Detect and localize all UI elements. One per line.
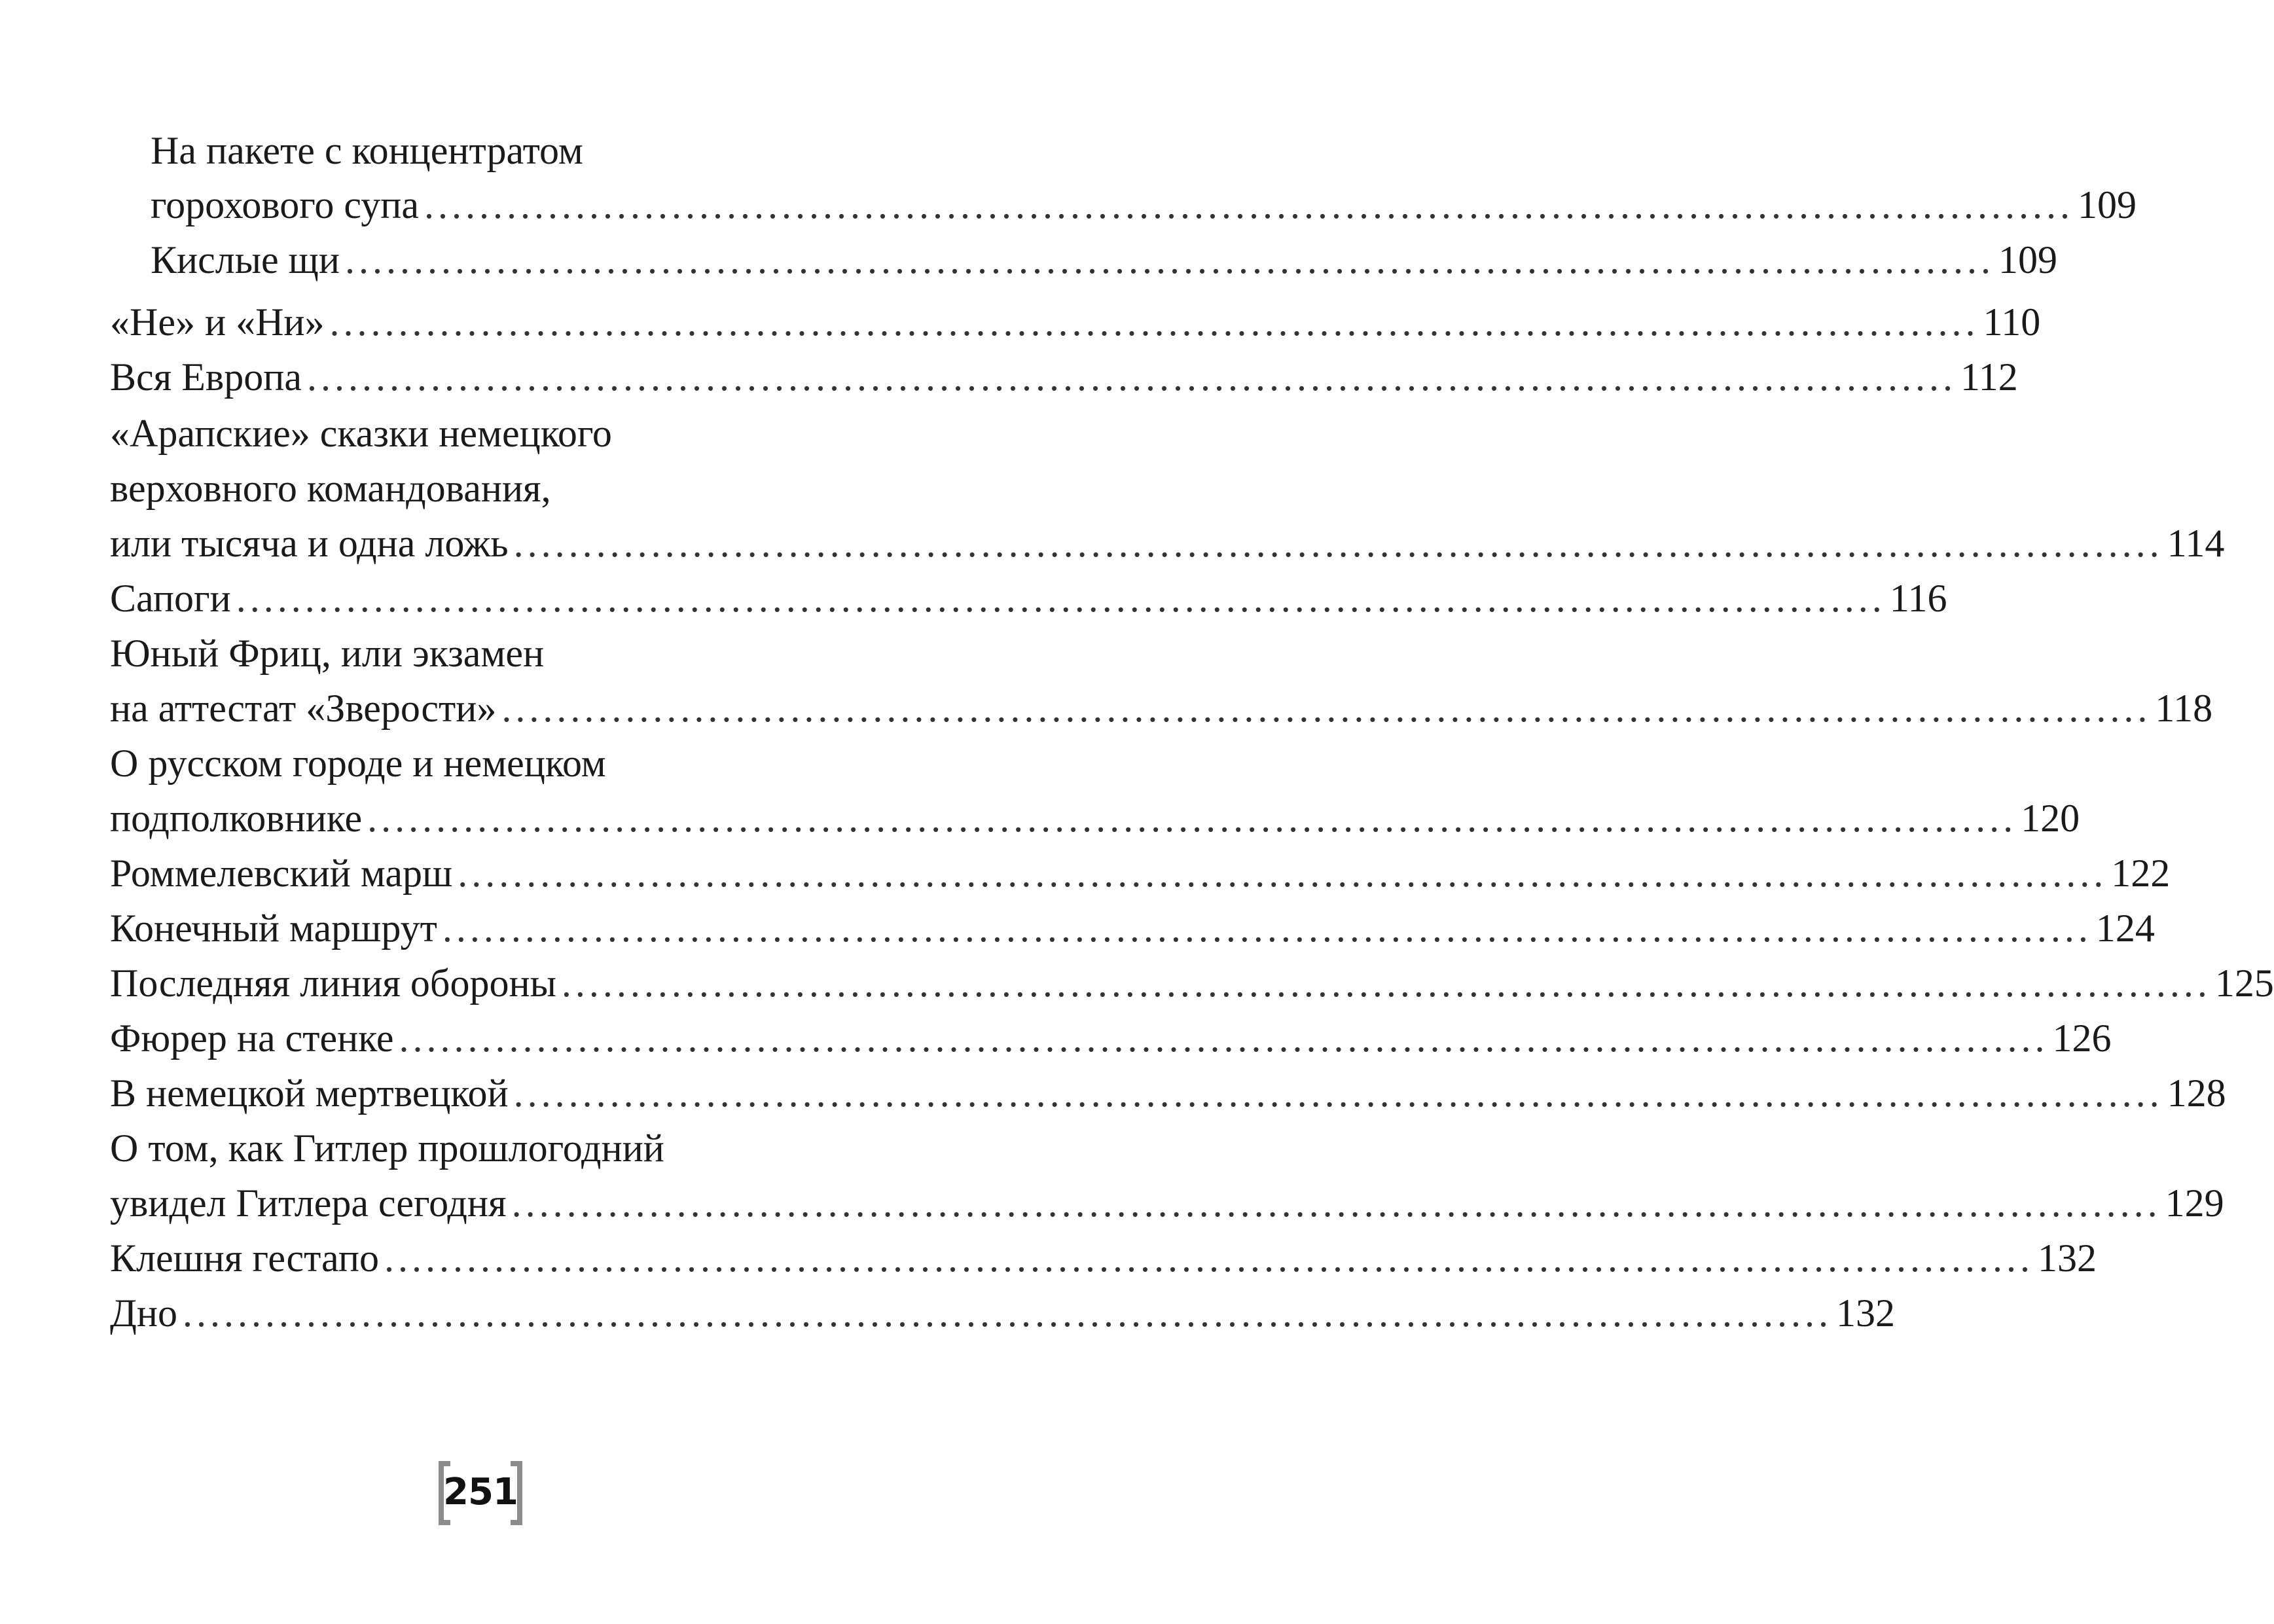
dot-leader: ........................................................................................................................ [367, 797, 2017, 840]
toc-entry-title: Последняя линия обороны [110, 962, 556, 1005]
toc-entry [110, 791, 2080, 846]
toc-entry [110, 846, 2171, 901]
toc-entry-title: на аттестат «Зверости» [110, 687, 497, 730]
toc-page-number: 132 [2037, 1236, 2097, 1280]
right-bracket-icon [511, 1461, 522, 1525]
toc-title-line [110, 736, 835, 791]
toc-entry [110, 571, 1947, 626]
toc-entry [110, 1231, 2097, 1286]
dot-leader: ........................................................................................................................ [344, 238, 1994, 281]
dot-leader: ........................................................................................................................ [384, 1236, 2034, 1280]
toc-page-number: 132 [1836, 1291, 1896, 1335]
toc-entry-title: Клешня гестапо [110, 1236, 379, 1280]
toc-page-number: 112 [1960, 355, 2018, 399]
dot-leader: ........................................................................................................................ [399, 1017, 2049, 1060]
toc-page-number: 124 [2095, 907, 2155, 950]
toc-entry-title: Юный Фриц, или экзамен [110, 632, 545, 675]
toc-entry-title: Вся Европа [110, 355, 302, 399]
toc-page-number: 109 [1998, 238, 2057, 281]
toc-entry-title: верховного командования, [110, 467, 551, 510]
toc-entry [110, 1066, 2226, 1121]
toc-page-number: 116 [1889, 577, 1947, 620]
toc-entry-title: В немецкой мертвецкой [110, 1072, 509, 1115]
toc-entry-title: или тысяча и одна ложь [110, 522, 509, 565]
toc-title-line [110, 461, 835, 516]
toc-entry-title: О том, как Гитлер прошлогодний [110, 1127, 664, 1170]
toc-page-number: 114 [2167, 522, 2225, 565]
dot-leader: ........................................................................................................................ [501, 687, 2152, 730]
dot-leader: ........................................................................................................................ [458, 852, 2108, 895]
toc-entry-title: Фюрер на стенке [110, 1017, 394, 1060]
dot-leader: ........................................................................................................................ [424, 183, 2074, 226]
toc-title-line [110, 406, 835, 461]
dot-leader: ........................................................................................................................ [513, 522, 2163, 565]
page-number: 251 [443, 1471, 518, 1513]
toc-entry-title: Роммелевский марш [110, 852, 453, 895]
toc-entry [110, 1176, 2224, 1231]
dot-leader: ........................................................................................................................ [442, 907, 2092, 950]
toc-page-number: 128 [2167, 1072, 2226, 1115]
toc-entry-title: На пакете с концентратом [151, 129, 583, 172]
dot-leader: ........................................................................................................................ [306, 355, 1957, 399]
toc-entry [110, 1011, 2112, 1066]
toc-entry [151, 232, 2057, 287]
dot-leader: ........................................................................................................................ [511, 1182, 2161, 1225]
dot-leader: ........................................................................................................................ [561, 962, 2211, 1005]
toc-entry-title: увидел Гитлера сегодня [110, 1182, 507, 1225]
toc-page-number: 122 [2111, 852, 2171, 895]
toc-entry-title: Сапоги [110, 577, 231, 620]
toc-page-number: 125 [2214, 962, 2274, 1005]
toc-entry [110, 901, 2155, 956]
toc-page-number: 110 [1983, 300, 2041, 344]
toc-entry-title: «Арапские» сказки немецкого [110, 412, 612, 455]
toc-page-number: 118 [2155, 687, 2213, 730]
toc-title-line [151, 123, 835, 178]
toc-entry-title: Кислые щи [151, 238, 340, 281]
toc-entry [110, 1286, 1896, 1341]
toc-entry [110, 516, 2225, 571]
dot-leader: ........................................................................................................................ [329, 300, 1979, 344]
toc-entry [110, 295, 2041, 350]
toc-entry-title: Дно [110, 1291, 178, 1335]
toc-page-number: 126 [2052, 1017, 2112, 1060]
dot-leader: ........................................................................................................................ [513, 1072, 2163, 1115]
toc-entry-title: горохового супа [151, 183, 419, 226]
toc-page-number: 109 [2077, 183, 2137, 226]
toc-title-line [110, 626, 835, 681]
toc-entry-title: Конечный маршрут [110, 907, 437, 950]
toc-entry [110, 956, 2274, 1011]
toc-page-number: 129 [2165, 1182, 2224, 1225]
toc-entry-title: подполковнике [110, 797, 363, 840]
toc-entry [110, 681, 2213, 736]
dot-leader: ........................................................................................................................ [183, 1291, 1833, 1335]
dot-leader: ........................................................................................................................ [236, 577, 1886, 620]
page-number-footer [439, 1461, 522, 1525]
toc-entry [151, 177, 2137, 232]
toc-title-line [110, 1121, 835, 1176]
toc-entry-title: О русском городе и немецком [110, 742, 606, 785]
toc-entry [110, 350, 2018, 405]
toc-entry-title: «Не» и «Ни» [110, 300, 325, 344]
toc-page-number: 120 [2021, 797, 2080, 840]
